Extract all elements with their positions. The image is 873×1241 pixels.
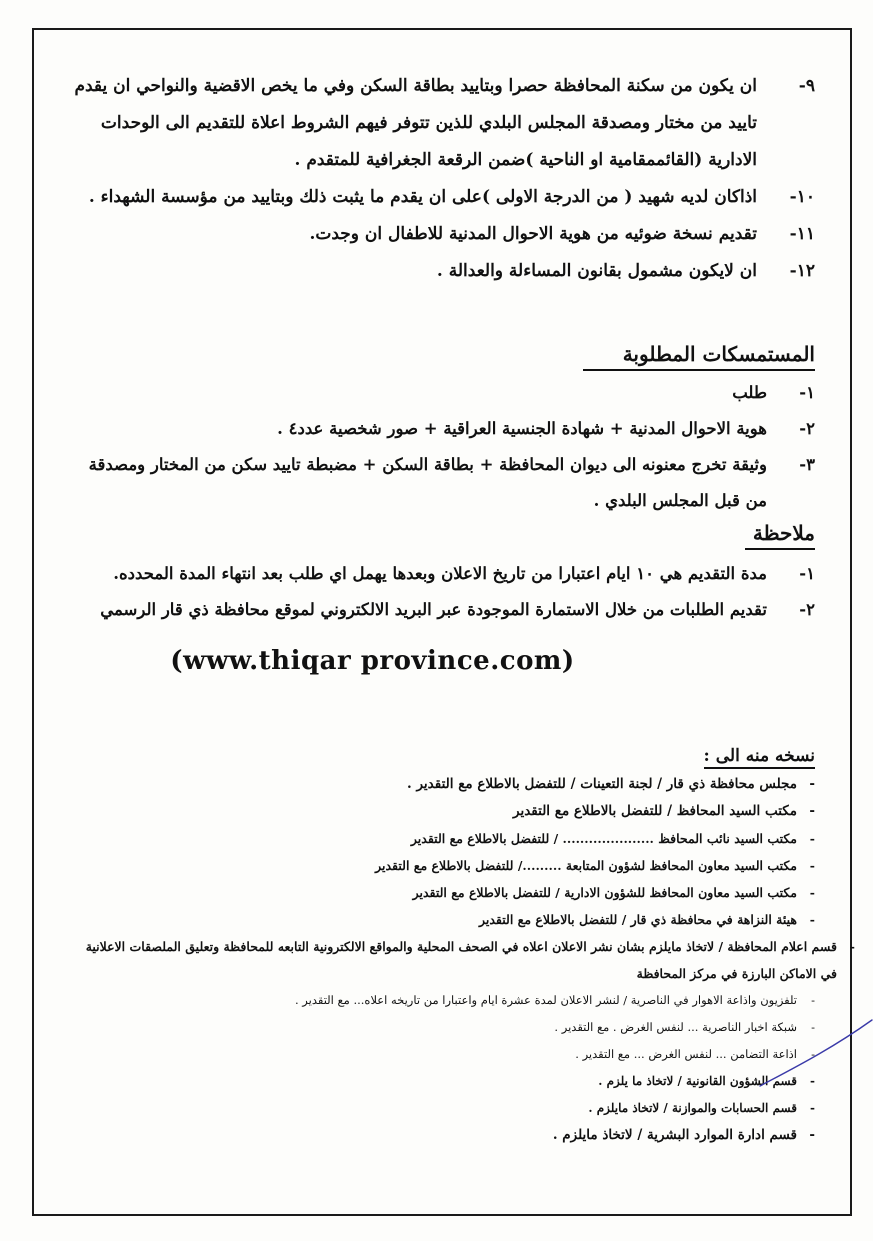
copy-recipient <box>70 879 815 906</box>
condition-item <box>70 216 815 253</box>
copy-recipient <box>70 1041 815 1068</box>
bullet-dash: - <box>811 1020 815 1034</box>
bullet-dash: - <box>811 993 815 1007</box>
condition-number: ٩- <box>798 76 815 96</box>
condition-text: اذاكان لديه شهيد ( من الدرجة الاولى )على ان يقدم ما يثبت ذلك وبتاييد من مؤسسة الشهداء . <box>88 187 757 207</box>
requirement-number: ٢- <box>799 419 815 438</box>
note-item <box>70 592 815 628</box>
bullet-dash: - <box>809 1127 815 1143</box>
note-item <box>70 556 815 592</box>
copy-text: قسم الحسابات والموازنة / لاتخاذ مايلزم . <box>588 1101 797 1115</box>
bullet-dash: - <box>810 1101 815 1115</box>
condition-number: ١٢- <box>789 261 815 281</box>
condition-number: ١٠- <box>789 187 815 207</box>
condition-number: ١١- <box>789 224 815 244</box>
copy-text: مكتب السيد معاون المحافظ لشؤون المتابعة ........./ للتفضل بالاطلاع مع التقدير <box>375 858 797 873</box>
requirement-item <box>70 411 815 447</box>
copy-text: مكتب السيد نائب المحافظ ..................... / للتفضل بالاطلاع مع التقدير <box>410 831 797 846</box>
requirement-item <box>70 375 815 411</box>
copy-text: مجلس محافظة ذي قار / لجنة التعينات / للتفضل بالاطلاع مع التقدير . <box>407 776 797 792</box>
copy-text: قسم ادارة الموارد البشرية / لاتخاذ مايلزم . <box>552 1127 797 1143</box>
copy-recipient <box>70 852 815 879</box>
bullet-dash: - <box>809 912 815 927</box>
bullet-dash: - <box>809 885 815 900</box>
document-body <box>70 68 855 1149</box>
condition-item <box>70 68 815 179</box>
note-text: تقديم الطلبات من خلال الاستمارة الموجودة عبر البريد الالكتروني لموقع محافظة ذي قار الرسمي <box>100 600 767 619</box>
requirement-text: طلب <box>732 383 767 402</box>
condition-text: ان يكون من سكنة المحافظة حصرا وبتاييد بطاقة السكن وفي ما يخص الاقضية والنواحي ان يقدم تاييد من مختار ومصدقة المجلس البلدي للذين تتوفر فيهم الشروط اعلاة للتقديم الى الوحدات الادارية (القائممقامية او الناحية )ضمن الرقعة الجغرافية للمتقدم . <box>74 76 757 170</box>
copy-recipient <box>70 771 815 798</box>
copy-recipient <box>70 825 815 852</box>
condition-item <box>70 179 815 216</box>
copy-text: تلفزيون واذاعة الاهوار في الناصرية / لنشر الاعلان لمدة عشرة ايام واعتبارا من تاريخه اعلاه... مع التقدير . <box>294 993 797 1007</box>
copy-text: اذاعة التضامن ... لنفس الغرض ... مع التقدير . <box>575 1047 797 1061</box>
bullet-dash: - <box>809 858 815 873</box>
copy-recipient <box>70 1122 815 1149</box>
copy-text: قسم اعلام المحافظة / لاتخاذ مايلزم بشان نشر الاعلان اعلاه في الصحف المحلية والمواقع الالكترونية التابعه للمحافظة وتعليق الملصقات الاعلانية في الاماكن البارزة في مركز المحافظة <box>85 939 837 981</box>
notes-heading: ملاحظة <box>745 521 815 550</box>
bullet-dash: - <box>810 1074 815 1088</box>
note-text: مدة التقديم هي ١٠ ايام اعتبارا من تاريخ الاعلان وبعدها يهمل اي طلب بعد انتهاء المدة المحدده. <box>113 564 767 583</box>
condition-text: تقديم نسخة ضوئيه من هوية الاحوال المدنية للاطفال ان وجدت. <box>309 224 757 244</box>
copy-recipient <box>70 1068 815 1095</box>
condition-text: ان لايكون مشمول بقانون المساءلة والعدالة . <box>436 261 757 281</box>
website-url: (www.thiqar province.com) <box>170 646 575 676</box>
requirement-text: هوية الاحوال المدنية + شهادة الجنسية العراقية + صور شخصية عدد٤ . <box>277 419 767 438</box>
copy-recipient <box>70 987 815 1014</box>
copy-text: هيئة النزاهة في محافظة ذي قار / للتفضل بالاطلاع مع التقدير <box>479 912 797 927</box>
copies-section <box>70 746 855 1149</box>
copy-text: مكتب السيد معاون المحافظ للشؤون الادارية / للتفضل بالاطلاع مع التقدير <box>412 885 797 900</box>
copy-recipient <box>70 933 855 987</box>
copy-recipient <box>70 906 815 933</box>
copy-text: شبكة اخبار الناصرية ... لنفس الغرض . مع التقدير . <box>554 1020 797 1034</box>
requirements-section <box>70 342 815 519</box>
requirement-item <box>70 447 815 519</box>
bullet-dash: - <box>809 831 815 846</box>
copy-recipient <box>70 1095 815 1122</box>
copies-heading: نسخه منه الى : <box>704 746 815 769</box>
condition-item <box>70 253 815 290</box>
bullet-dash: - <box>811 1047 815 1061</box>
copy-recipient <box>70 1014 815 1041</box>
bullet-dash: - <box>849 939 855 954</box>
requirement-text: وثيقة تخرج معنونه الى ديوان المحافظة + بطاقة السكن + مضبطة تاييد سكن من المختار ومصدقة من قبل المجلس البلدي . <box>88 455 767 510</box>
bullet-dash: - <box>809 803 815 819</box>
requirements-heading: المستمسكات المطلوبة <box>583 342 815 371</box>
copy-text: قسم الشؤون القانونية / لاتخاذ ما يلزم . <box>598 1074 797 1088</box>
note-number: ٢- <box>799 600 815 619</box>
note-number: ١- <box>799 564 815 583</box>
bullet-dash: - <box>809 776 815 792</box>
requirement-number: ٣- <box>799 455 815 474</box>
conditions-list <box>70 68 815 290</box>
notes-section <box>70 521 815 676</box>
requirement-number: ١- <box>799 383 815 402</box>
copy-recipient <box>70 798 815 825</box>
copy-text: مكتب السيد المحافظ / للتفضل بالاطلاع مع التقدير <box>513 803 797 819</box>
